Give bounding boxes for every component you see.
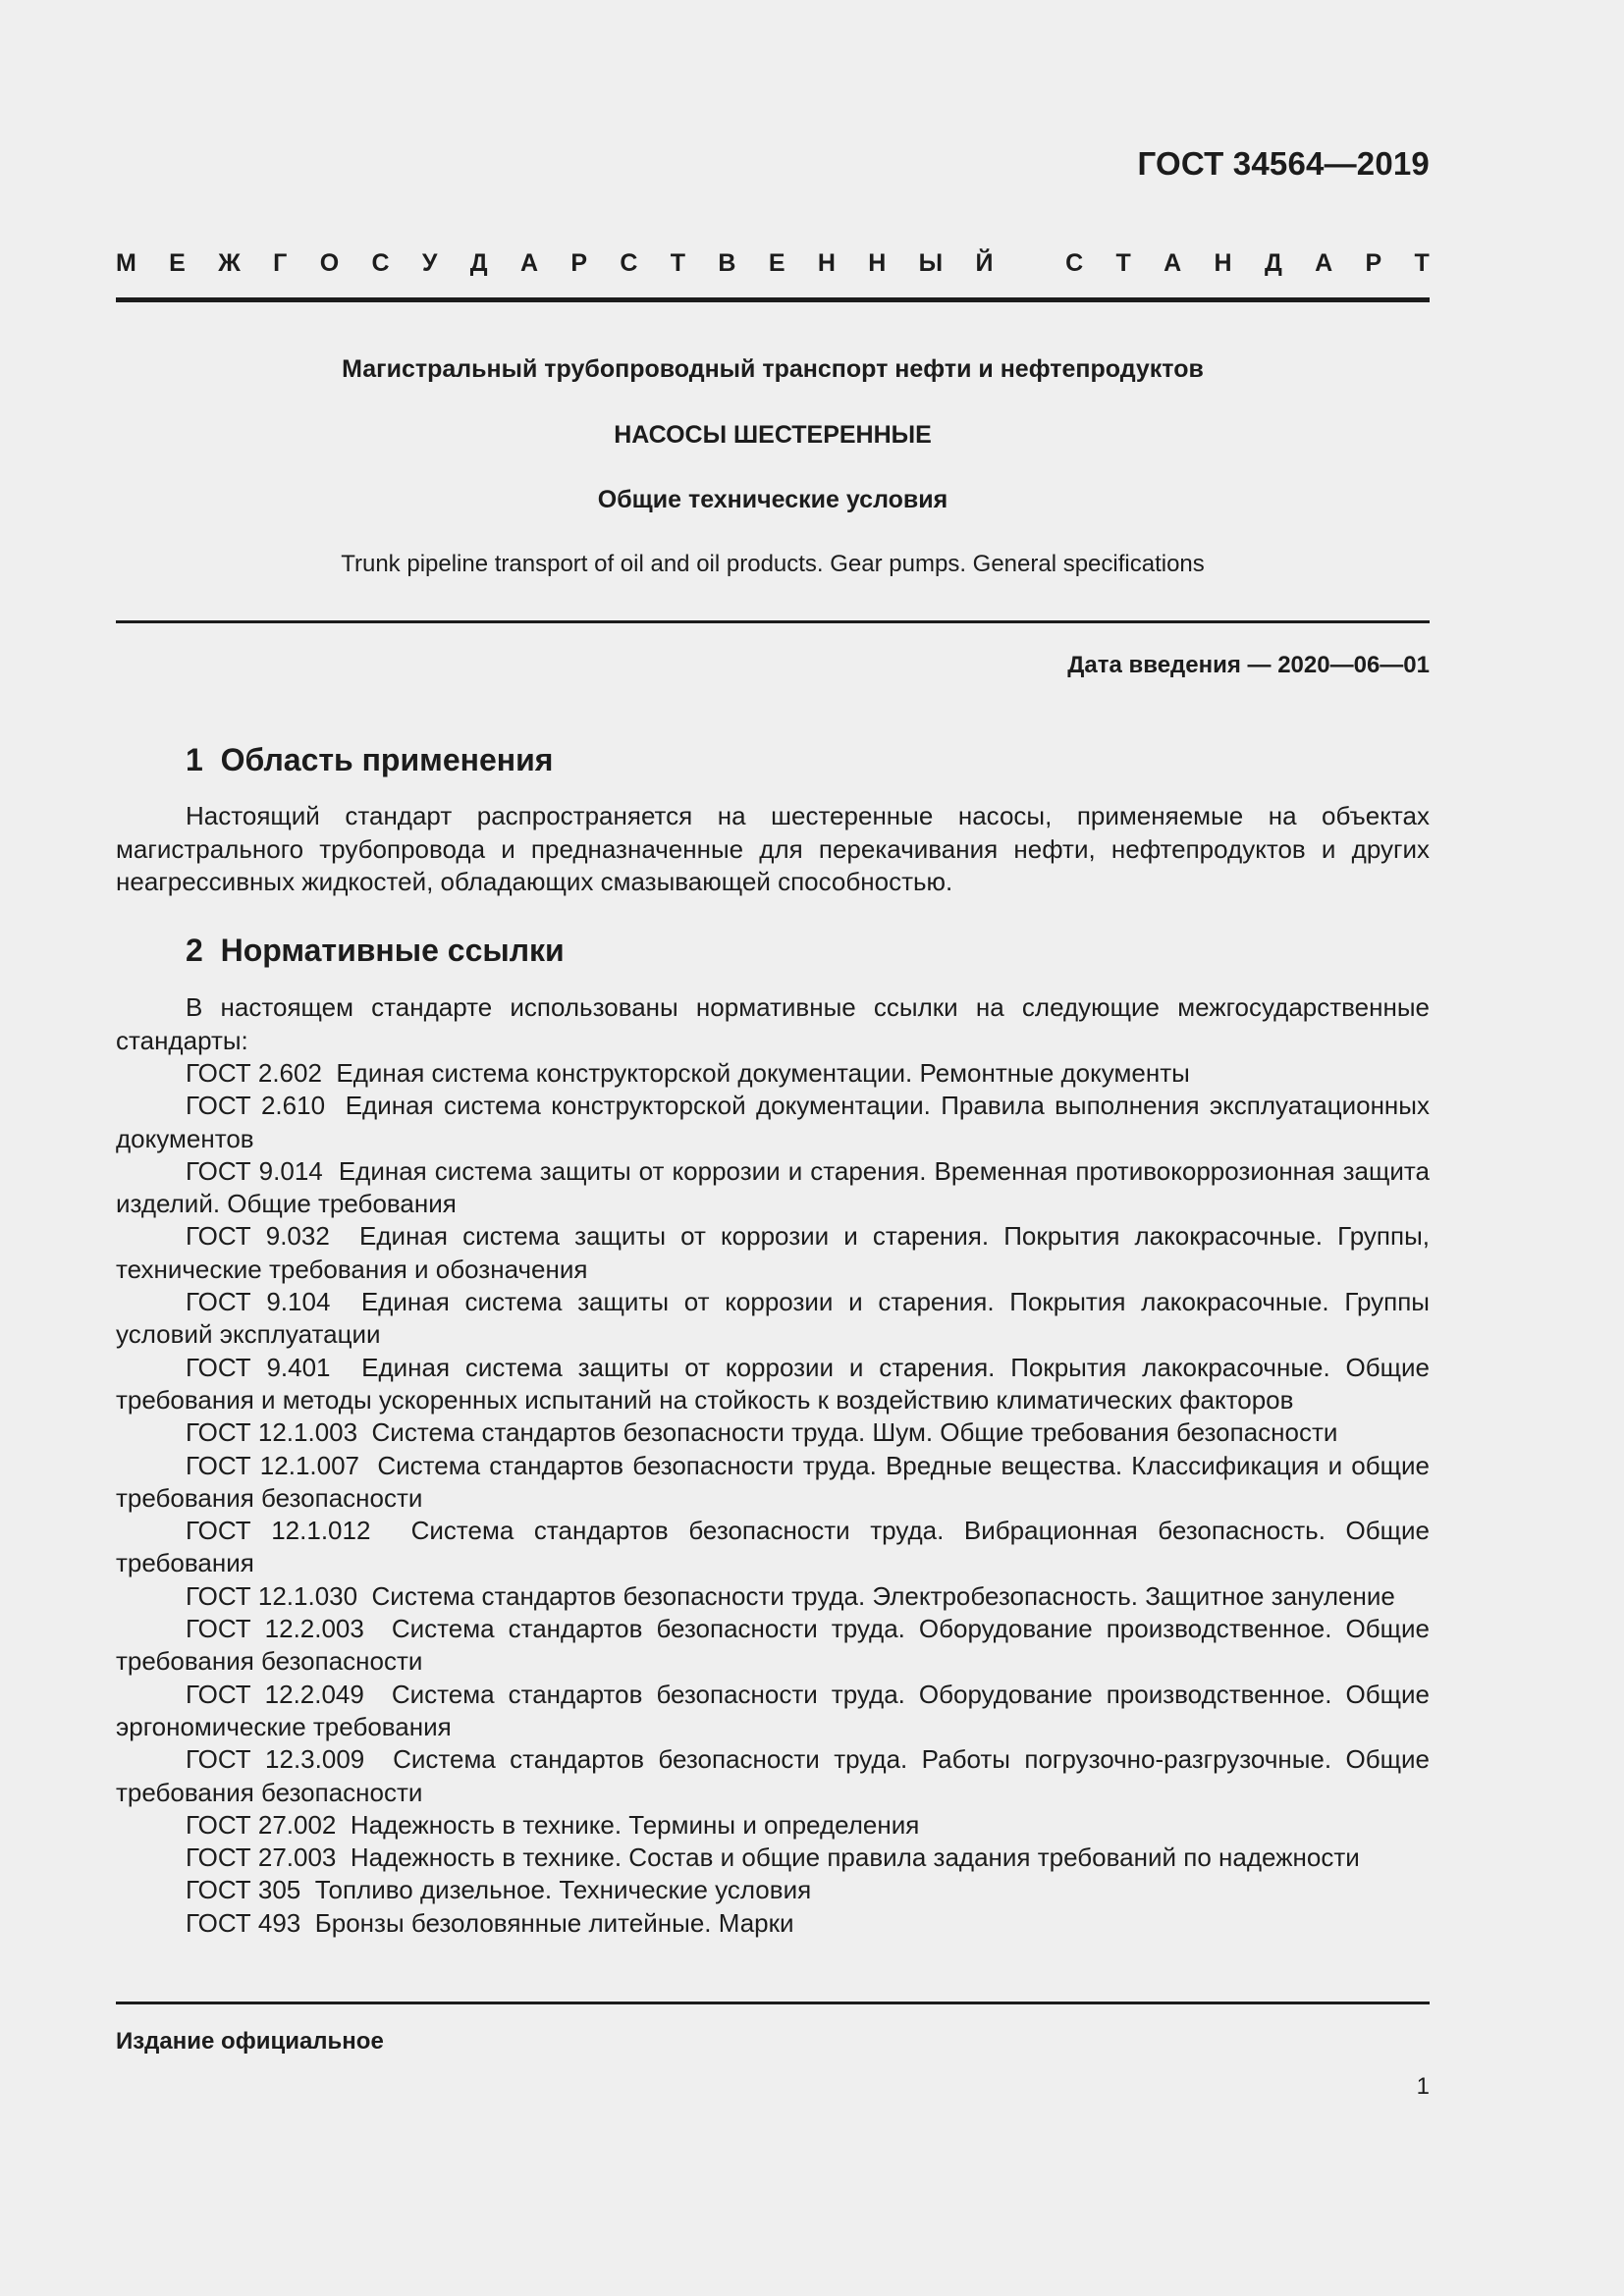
reference-code: ГОСТ 9.104 <box>186 1287 331 1317</box>
introduction-date: Дата введения — 2020—06—01 <box>1067 652 1430 678</box>
reference-code: ГОСТ 12.3.009 <box>186 1744 365 1775</box>
reference-item <box>116 1155 1430 1221</box>
standard-type-letter: Е <box>768 249 785 277</box>
edition-label: Издание официальное <box>116 2028 384 2055</box>
standard-type-letter: А <box>1164 249 1182 277</box>
standard-type-letter: В <box>718 249 736 277</box>
reference-title: Система стандартов безопасности труда. Вибрационная безопасность. Общие требования <box>116 1516 1430 1578</box>
reference-item <box>116 1580 1430 1613</box>
reference-code: ГОСТ 12.1.030 <box>186 1580 358 1611</box>
title-line-1: Магистральный трубопроводный транспорт нефти и нефтепродуктов <box>342 355 1204 383</box>
standard-type-letter: Н <box>817 249 836 277</box>
standard-type-heading <box>116 247 1430 279</box>
standard-type-letter: Г <box>273 249 288 277</box>
section-1-paragraph: Настоящий стандарт распространяется на шестеренные насосы, применяемые на объектах магистрального трубопровода и предназначенные для перекачивания нефти, нефтепродуктов и других неагрессивных жидкостей, обладающих смазывающей способностью. <box>116 801 1430 896</box>
standard-type-letter: Р <box>570 249 588 277</box>
standard-type-letter: Ж <box>218 249 241 277</box>
reference-item <box>116 1809 1430 1842</box>
reference-title: Система стандартов безопасности труда. Оборудование производственное. Общие требования безопасности <box>116 1614 1430 1677</box>
reference-code: ГОСТ 305 <box>186 1875 301 1905</box>
section-1-body <box>116 800 1430 899</box>
reference-code: ГОСТ 493 <box>186 1907 301 1938</box>
reference-title: Система стандартов безопасности труда. Вредные вещества. Классификация и общие требования безопасности <box>116 1450 1430 1513</box>
standard-type-letter: Р <box>1365 249 1382 277</box>
standard-type-letter <box>1026 247 1033 279</box>
standard-type-letter: С <box>620 249 638 277</box>
reference-item <box>116 1450 1430 1516</box>
standard-type-letter: Т <box>670 249 686 277</box>
reference-item <box>116 1090 1430 1155</box>
reference-code: ГОСТ 2.602 <box>186 1058 322 1088</box>
title-line-3: Общие технические условия <box>597 486 948 513</box>
reference-title: Система стандартов безопасности труда. Оборудование производственное. Общие эргономические требования <box>116 1679 1430 1741</box>
standard-type-letter: А <box>1315 249 1333 277</box>
reference-title: Топливо дизельное. Технические условия <box>314 1875 812 1905</box>
section-2-intro-block <box>116 991 1430 1057</box>
standard-type-letter: С <box>371 249 390 277</box>
title-english: Trunk pipeline transport of oil and oil products. Gear pumps. General specifications <box>341 551 1205 577</box>
reference-title: Надежность в технике. Термины и определения <box>350 1809 920 1840</box>
reference-title: Единая система конструкторской документации. Правила выполнения эксплуатационных документов <box>116 1091 1430 1153</box>
standard-type-letter: Д <box>469 249 488 277</box>
reference-code: ГОСТ 12.1.003 <box>186 1417 358 1448</box>
reference-title: Единая система защиты от коррозии и старения. Покрытия лакокрасочные. Группы условий эксплуатации <box>116 1287 1430 1350</box>
reference-title: Единая система защиты от коррозии и старения. Покрытия лакокрасочные. Общие требования и методы ускоренных испытаний на стойкость к воздействию климатических факторов <box>116 1352 1430 1415</box>
reference-code: ГОСТ 9.401 <box>186 1352 331 1382</box>
reference-code: ГОСТ 12.2.049 <box>186 1679 364 1709</box>
document-number: ГОСТ 34564—2019 <box>1137 145 1430 182</box>
reference-item <box>116 1842 1430 1874</box>
standard-type-letter: У <box>421 249 438 277</box>
standard-type-letter: О <box>319 249 340 277</box>
standard-type-letter: М <box>116 249 136 277</box>
reference-item <box>116 1679 1430 1744</box>
reference-item <box>116 1743 1430 1809</box>
reference-item <box>116 1515 1430 1580</box>
reference-code: ГОСТ 12.1.007 <box>186 1450 360 1480</box>
reference-code: ГОСТ 2.610 <box>186 1091 326 1121</box>
reference-title: Система стандартов безопасности труда. Электробезопасность. Защитное зануление <box>371 1580 1395 1611</box>
standard-type-letter: Т <box>1414 249 1430 277</box>
reference-item <box>116 1057 1430 1090</box>
reference-title: Единая система защиты от коррозии и старения. Покрытия лакокрасочные. Группы, технические требования и обозначения <box>116 1221 1430 1284</box>
reference-code: ГОСТ 12.2.003 <box>186 1614 364 1644</box>
footer-divider <box>116 2002 1430 2004</box>
standard-type-letter: Ы <box>918 249 944 277</box>
reference-item <box>116 1613 1430 1679</box>
section-2-intro: В настоящем стандарте использованы нормативные ссылки на следующие межгосударственные стандарты: <box>116 992 1430 1055</box>
reference-item <box>116 1286 1430 1352</box>
standard-type-letter: Д <box>1264 249 1282 277</box>
section-2-heading: 2 Нормативные ссылки <box>186 933 565 968</box>
reference-code: ГОСТ 9.014 <box>186 1155 323 1186</box>
standard-type-letter: С <box>1065 249 1084 277</box>
reference-code: ГОСТ 27.002 <box>186 1809 337 1840</box>
reference-item <box>116 1352 1430 1417</box>
reference-title: Система стандартов безопасности труда. Работы погрузочно-разгрузочные. Общие требования безопасности <box>116 1744 1430 1807</box>
reference-title: Бронзы безоловянные литейные. Марки <box>314 1907 794 1938</box>
reference-item <box>116 1416 1430 1449</box>
standard-type-letter: Н <box>1214 249 1232 277</box>
reference-title: Единая система защиты от коррозии и старения. Временная противокоррозионная защита изделий. Общие требования <box>116 1155 1430 1219</box>
reference-title: Система стандартов безопасности труда. Шум. Общие требования безопасности <box>371 1417 1338 1448</box>
title-line-2: НАСОСЫ ШЕСТЕРЕННЫЕ <box>614 421 932 449</box>
reference-title: Надежность в технике. Состав и общие правила задания требований по надежности <box>350 1842 1360 1873</box>
reference-item <box>116 1220 1430 1286</box>
reference-item <box>116 1907 1430 1940</box>
standard-type-letter: А <box>519 249 539 277</box>
standard-type-letter: Т <box>1115 249 1131 277</box>
standard-type-letter: Й <box>975 249 994 277</box>
section-1-heading: 1 Область применения <box>186 742 554 777</box>
reference-code: ГОСТ 27.003 <box>186 1842 337 1873</box>
reference-code: ГОСТ 12.1.012 <box>186 1516 371 1546</box>
reference-item <box>116 1874 1430 1906</box>
reference-code: ГОСТ 9.032 <box>186 1221 330 1252</box>
header-divider <box>116 297 1430 302</box>
reference-title: Единая система конструкторской документации. Ремонтные документы <box>336 1058 1190 1088</box>
references-list <box>116 1057 1430 1940</box>
title-divider <box>116 620 1430 623</box>
page-number: 1 <box>1416 2073 1430 2100</box>
standard-type-letter: Е <box>169 249 186 277</box>
standard-type-letter: Н <box>868 249 887 277</box>
